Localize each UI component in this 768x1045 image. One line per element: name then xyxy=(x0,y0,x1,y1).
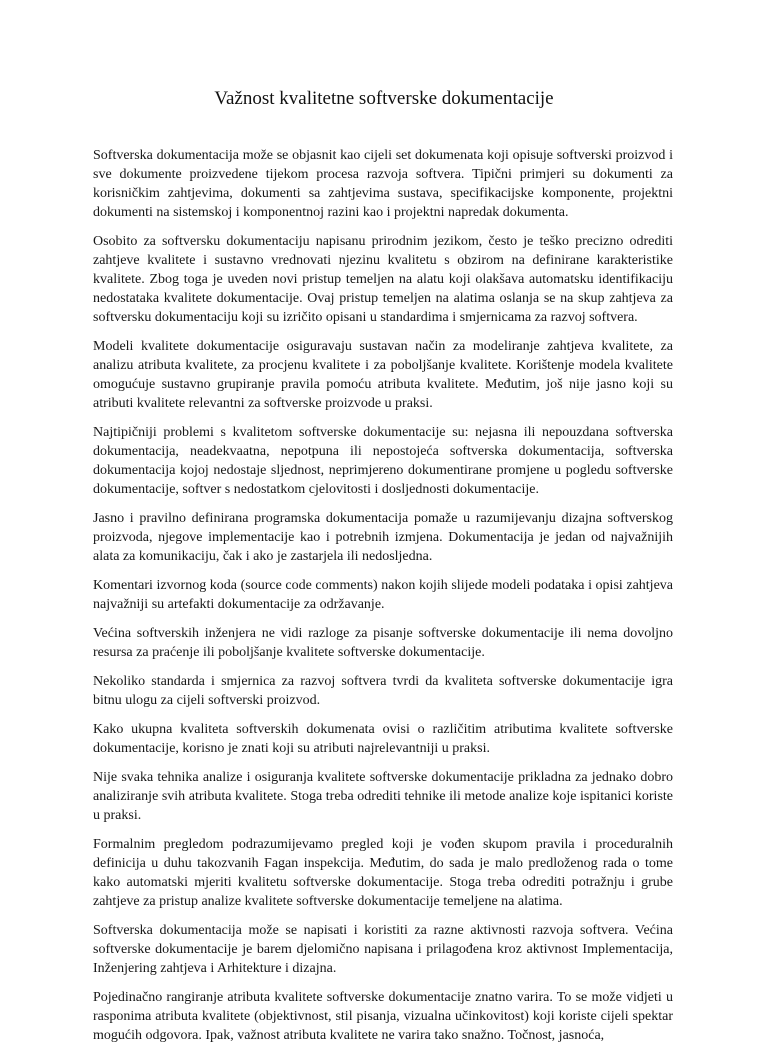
paragraph-2: Osobito za softversku dokumentaciju napisanu prirodnim jezikom, često je teško precizno odrediti zahtjeve kvalitete i sustavno vrednovati njezinu kvalitetu s obzirom na definirane karakteristike kvalitete. Zbog toga je uveden novi pristup temeljen na alatu koji olakšava automatsku identifikaciju nedostataka kvalitete dokumentacije. Ovaj pristup temeljen na alatima oslanja se na skup zahtjeva za softversku dokumentaciju koji su izričito opisani u standardima i smjernicama za razvoj softvera. xyxy=(93,234,673,325)
paragraph-5: Jasno i pravilno definirana programska dokumentacija pomaže u razumijevanju dizajna softverskog proizvoda, njegove implementacije kao i potrebnih izmjena. Dokumentacija je jedan od najvažnijih alata za komunikaciju, čak i ako je zastarjela ili nedosljedna. xyxy=(93,511,673,564)
paragraph-3: Modeli kvalitete dokumentacije osiguravaju sustavan način za modeliranje zahtjeva kvalitete, za analizu atributa kvalitete, za procjenu kvalitete i za poboljšanje kvalitete. Korištenje modela kvalitete omogućuje sustavno grupiranje pravila pomoću atributa kvalitete. Međutim, još nije jasno koji su atributi kvalitete relevantni za softverske proizvode u praksi. xyxy=(93,339,673,411)
paragraph-13: Pojedinačno rangiranje atributa kvalitete softverske dokumentacije znatno varira. To se može vidjeti u rasponima atributa kvalitete (objektivnost, stil pisanja, vizualna učinkovitost) koji koriste cijeli spektar mogućih odgovora. Ipak, važnost atributa kvalitete ne varira tako snažno. Točnost, jasnoća, xyxy=(93,990,673,1043)
document-body xyxy=(93,146,673,1043)
document-title: Važnost kvalitetne softverske dokumentacije xyxy=(214,88,554,109)
paragraph-1: Softverska dokumentacija može se objasnit kao cijeli set dokumenata koji opisuje softverski proizvod i sve dokumente proizvedene tijekom procesa razvoja softvera. Tipični primjeri su dokumenti za korisničkim zahtjevima, dokumenti sa zahtjevima sustava, specifikacijske komponente, projektni dokumenti na sistemskoj i komponentnoj razini kao i projektni napredak dokumenta. xyxy=(93,148,673,220)
paragraph-8: Nekoliko standarda i smjernica za razvoj softvera tvrdi da kvaliteta softverske dokumentacije igra bitnu ulogu za cijeli softverski proizvod. xyxy=(93,674,673,708)
paragraph-12: Softverska dokumentacija može se napisati i koristiti za razne aktivnosti razvoja softvera. Većina softverske dokumentacije je barem djelomično napisana i prilagođena kroz aktivnost Implementacija, Inženjering zahtjeva i Arhitekture i dizajna. xyxy=(93,923,673,976)
paragraph-7: Većina softverskih inženjera ne vidi razloge za pisanje softverske dokumentacije ili nema dovoljno resursa za praćenje ili poboljšanje kvalitete softverske dokumentacije. xyxy=(93,626,673,660)
paragraph-9: Kako ukupna kvaliteta softverskih dokumenata ovisi o različitim atributima kvalitete softverske dokumentacije, korisno je znati koji su atributi najrelevantniji u praksi. xyxy=(93,722,673,756)
paragraph-4: Najtipičniji problemi s kvalitetom softverske dokumentacije su: nejasna ili nepouzdana softverska dokumentacija, neadekvaatna, nepotpuna ili nepostojeća softverska dokumentacija, softverska dokumentacija kojoj nedostaje sljednost, neprimjereno dokumentirane promjene u pogledu softverske dokumentacije, softver s nedostatkom cjelovitosti i dosljednosti dokumentacije. xyxy=(93,425,673,497)
paragraph-6: Komentari izvornog koda (source code comments) nakon kojih slijede modeli podataka i opisi zahtjeva najvažniji su artefakti dokumentacije za održavanje. xyxy=(93,578,673,612)
paragraph-10: Nije svaka tehnika analize i osiguranja kvalitete softverske dokumentacije prikladna za jednako dobro analiziranje svih atributa kvalitete. Stoga treba odrediti tehnike ili metode analize koje ispitanici koriste u praksi. xyxy=(93,770,673,823)
paragraph-11: Formalnim pregledom podrazumijevamo pregled koji je vođen skupom pravila i proceduralnih definicija u duhu takozvanih Fagan inspekcija. Međutim, do sada je malo predloženog rada o tome kako automatski mjeriti kvalitetu softverske dokumentacije. Stoga treba odrediti potražnju i grube zahtjeve za pristup analize kvalitete softverske dokumentacije temeljene na alatima. xyxy=(93,837,673,909)
